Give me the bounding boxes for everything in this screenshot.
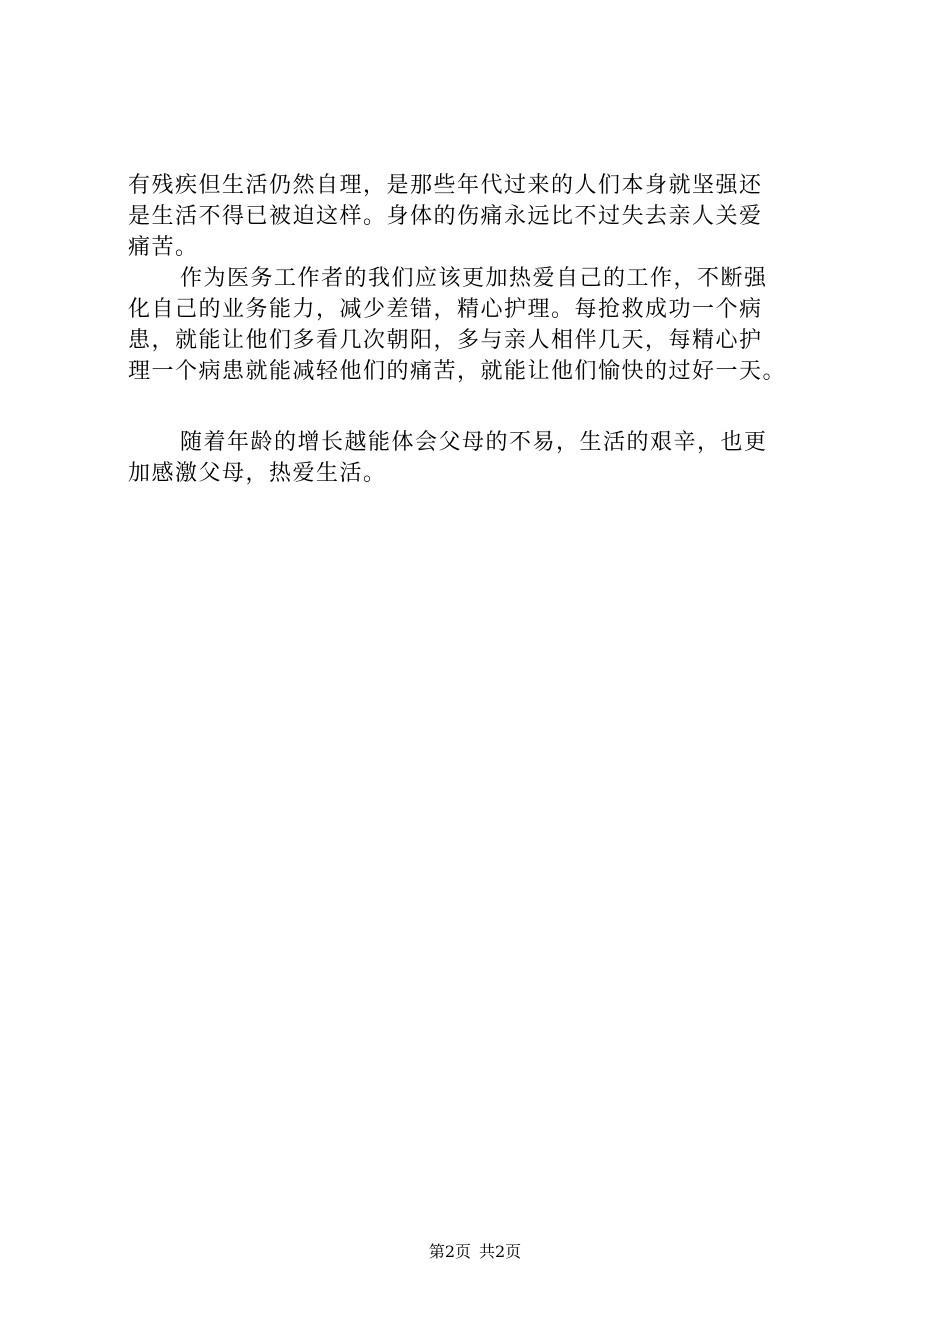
text-line: 有残疾但生活仍然自理，是那些年代过来的人们本身就坚强还 (128, 173, 763, 198)
text-line: 加感激父母，热爱生活。 (128, 461, 387, 486)
text-line: 痛苦。 (128, 235, 199, 260)
page-number: 第2页 (428, 1242, 471, 1261)
document-body (128, 170, 838, 489)
text-line: 理一个病患就能减轻他们的痛苦，就能让他们愉快的过好一天。 (128, 359, 787, 384)
text-line: 作为医务工作者的我们应该更加热爱自己的工作，不断强 (180, 266, 768, 291)
text-line: 随着年龄的增长越能体会父母的不易，生活的艰辛，也更 (180, 430, 768, 455)
text-line: 化自己的业务能力，减少差错，精心护理。每抢救成功一个病 (128, 297, 763, 322)
page-footer (0, 1242, 950, 1262)
text-line: 是生活不得已被迫这样。身体的伤痛永远比不过失去亲人关爱 (128, 204, 763, 229)
text-line: 患，就能让他们多看几次朝阳，多与亲人相伴几天，每精心护 (128, 328, 763, 353)
paragraph-gap (128, 387, 838, 427)
page-total: 共2页 (479, 1242, 522, 1261)
